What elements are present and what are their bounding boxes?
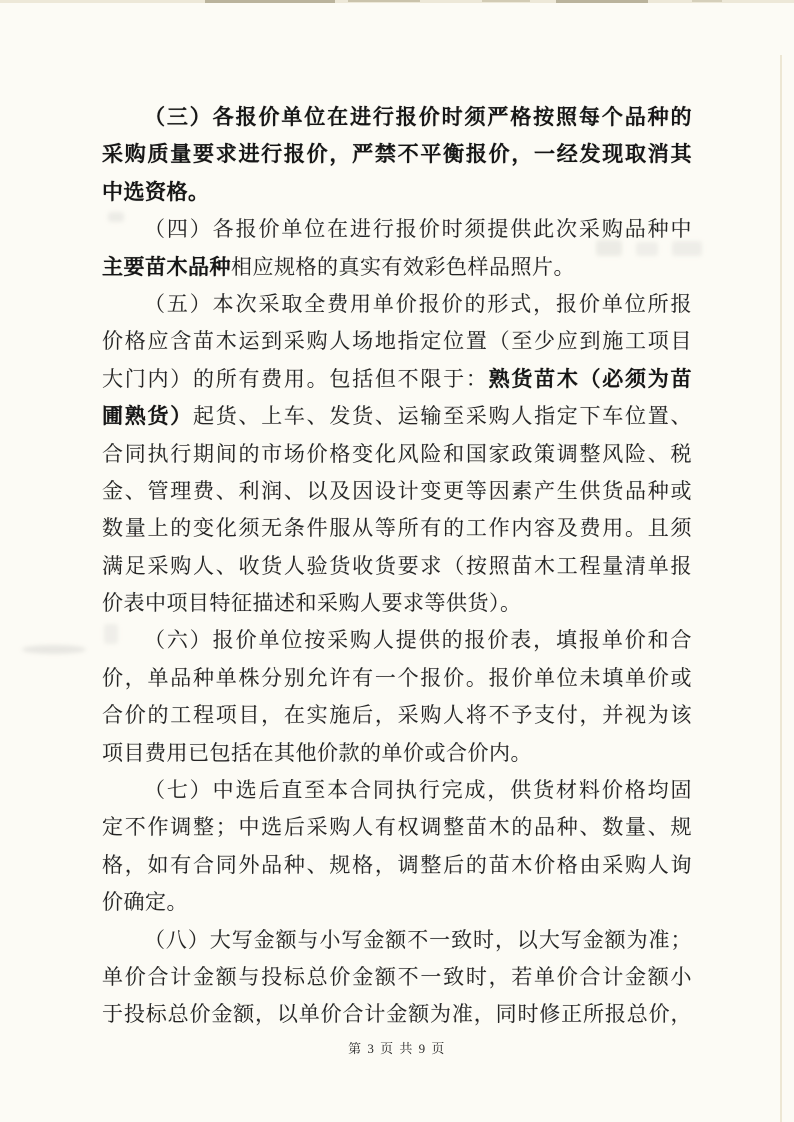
text-line: 价确定。 bbox=[102, 890, 188, 915]
text-line: 定不作调整；中选后采购人有权调整苗木的品种、数量、规 bbox=[102, 815, 692, 840]
scan-artifact-dash bbox=[482, 0, 530, 2]
scan-artifact-smudge bbox=[22, 645, 86, 654]
text-line: （八）大写金额与小写金额不一致时，以大写金额为准； bbox=[144, 927, 692, 952]
text-line: （五）本次采取全费用单价报价的形式，报价单位所报 bbox=[144, 291, 692, 316]
text-line: 价表中项目特征描述和采购人要求等供货）。 bbox=[102, 591, 522, 616]
text-line: 金、管理费、利润、以及因设计变更等因素产生供货品种或 bbox=[102, 478, 692, 503]
emphasized-text: 主要苗木品种 bbox=[102, 254, 231, 279]
text-line: （三）各报价单位在进行报价时须严格按照每个品种的 bbox=[144, 105, 692, 129]
text-line: 中选资格。 bbox=[102, 179, 210, 204]
emphasized-text: 熟货苗木（必须为苗 bbox=[488, 366, 693, 391]
text-line bbox=[102, 361, 692, 398]
scan-artifact-dash bbox=[692, 0, 722, 2]
text-line bbox=[102, 249, 692, 286]
text-line: 合同执行期间的市场价格变化风险和国家政策调整风险、税 bbox=[102, 441, 692, 466]
text-line bbox=[102, 398, 692, 435]
text-line: 价，单品种单株分别允许有一个报价。报价单位未填单价或 bbox=[102, 665, 692, 690]
text-line: 满足采购人、收货人验货收货要求（按照苗木工程量清单报 bbox=[102, 553, 692, 578]
page-footer: 第 3 页 共 9 页 bbox=[348, 1041, 446, 1056]
text-line: （七）中选后直至本合同执行完成，供货材料价格均固 bbox=[144, 778, 692, 803]
text-segment: 相应规格的真实有效彩色样品照片。 bbox=[231, 254, 575, 279]
text-line: （六）报价单位按采购人提供的报价表，填报单价和合 bbox=[144, 628, 692, 653]
text-segment: 大门内）的所有费用。包括但不限于： bbox=[102, 366, 489, 391]
text-line: 单价合计金额与投标总价金额不一致时，若单价合计金额小 bbox=[102, 964, 692, 989]
text-segment: 起货、上车、发货、运输至采购人指定下车位置、 bbox=[192, 404, 693, 429]
text-line: 合价的工程项目，在实施后，采购人将不予支付，并视为该 bbox=[102, 703, 692, 728]
scan-artifact-dash bbox=[348, 0, 420, 2]
emphasized-text: 圃熟货） bbox=[102, 404, 193, 429]
scan-artifact-dash bbox=[205, 0, 335, 3]
text-line: 价格应含苗木运到采购人场地指定位置（至少应到施工项目 bbox=[102, 329, 692, 354]
text-line: 于投标总价金额，以单价合计金额为准，同时修正所报总价， bbox=[102, 1002, 692, 1027]
text-line: 格，如有合同外品种、规格，调整后的苗木价格由采购人询 bbox=[102, 852, 692, 877]
scan-artifact-dash bbox=[556, 0, 648, 3]
document-body bbox=[102, 99, 692, 1034]
scan-artifact-fold-line bbox=[780, 55, 782, 1122]
text-line: 数量上的变化须无条件服从等所有的工作内容及费用。且须 bbox=[102, 516, 692, 541]
text-line: 采购质量要求进行报价，严禁不平衡报价，一经发现取消其 bbox=[102, 142, 692, 167]
text-line: （四）各报价单位在进行报价时须提供此次采购品种中 bbox=[144, 217, 692, 242]
text-line: 项目费用已包括在其他价款的单价或合价内。 bbox=[102, 740, 532, 765]
